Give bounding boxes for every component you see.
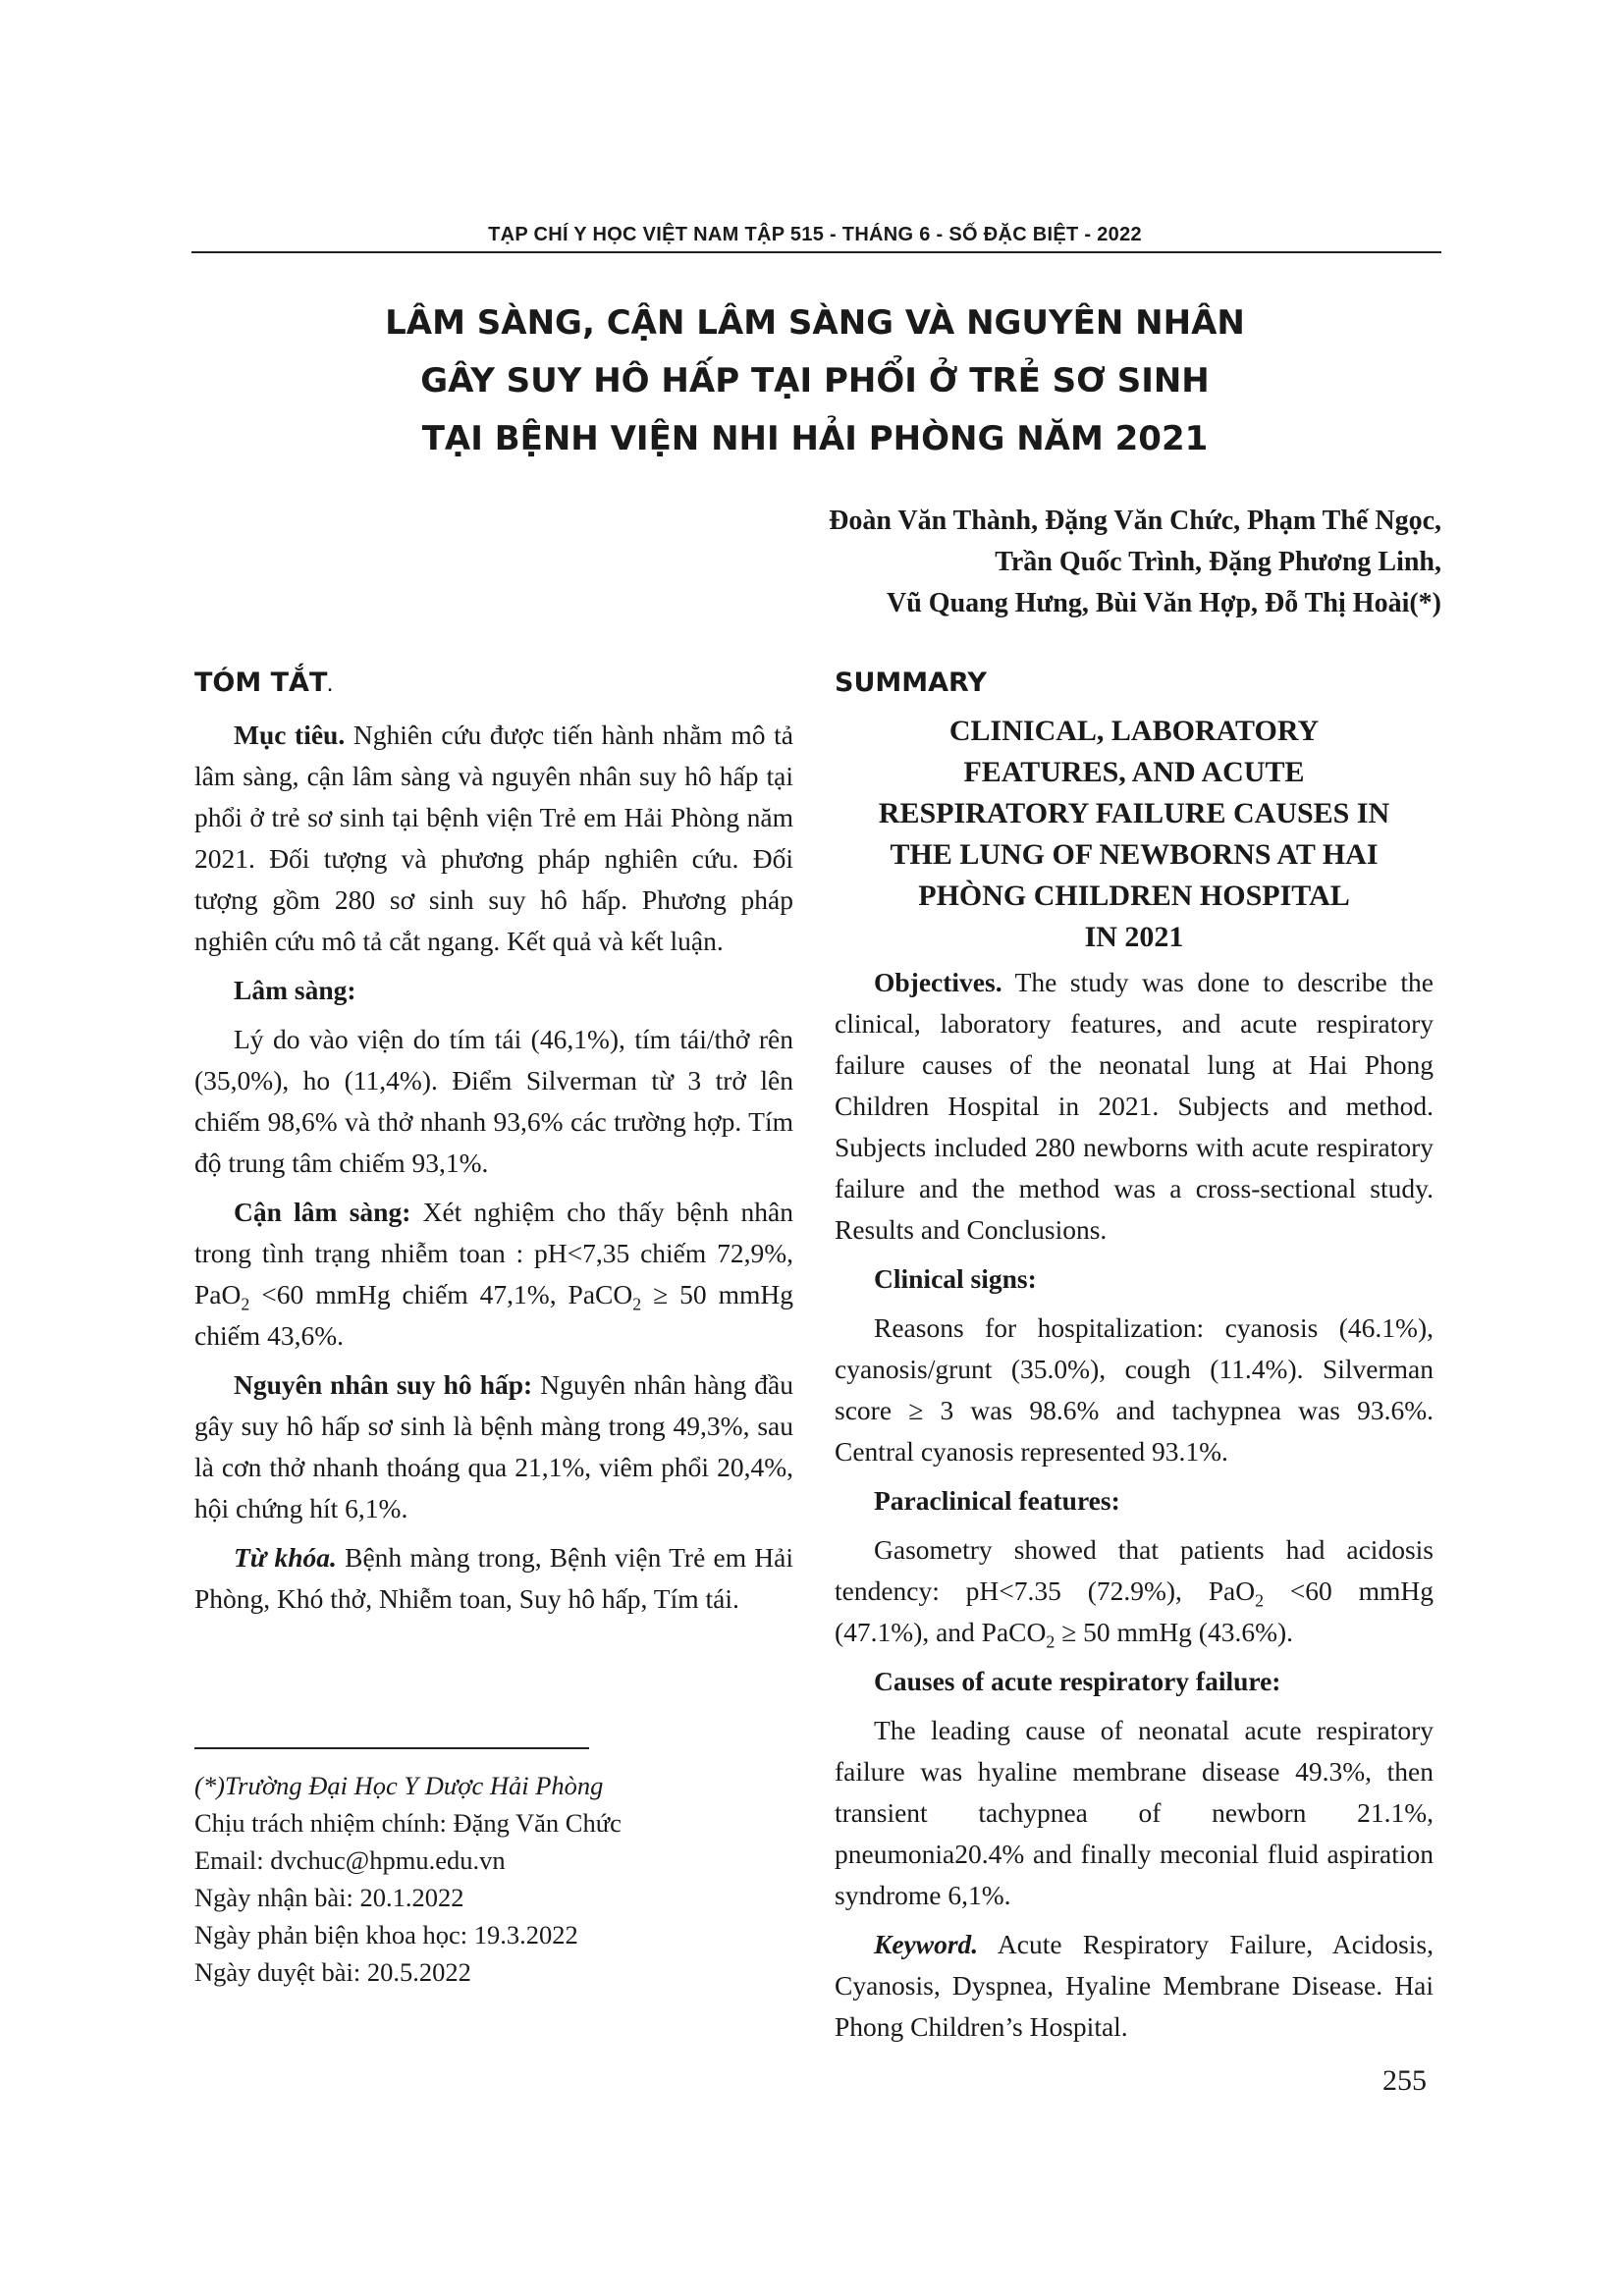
responsible-author: Chịu trách nhiệm chính: Đặng Văn Chức: [194, 1808, 622, 1838]
title-line: TẠI BỆNH VIỆN NHI HẢI PHÒNG NĂM 2021: [421, 419, 1209, 458]
review-date: Ngày phản biện khoa học: 19.3.2022: [194, 1920, 578, 1949]
vietnamese-abstract: [194, 667, 793, 1628]
keyword-text: Bệnh màng trong, Bệnh viện Trẻ em Hải Phòng, Khó thở, Nhiễm toan, Suy hô hấp, Tím tái.: [194, 1542, 793, 1614]
page-number: 255: [1382, 2064, 1427, 2097]
clinical-signs-paragraph: Reasons for hospitalization: cyanosis (46.1%), cyanosis/grunt (35.0%), cough (11.4%). Silverman score ≥ 3 was 98.6% and tachypnea was 93.6%. Central cyanosis represented 93.1%.: [835, 1312, 1434, 1467]
paraclinical-features-a: Gasometry showed that patients had acidosis tendency: pH<7.35 (72.9%), PaO: [835, 1534, 1434, 1606]
cause-paragraph: [194, 1364, 793, 1529]
causes-paragraph: The leading cause of neonatal acute respiratory failure was hyaline membrane disease 49.3%, then transient tachypnea of newborn 21.1%, pneumonia20.4% and finally meconial fluid aspiration syndrome 6,1%.: [835, 1715, 1434, 1910]
paraclinical-features-b: <60 mmHg (47.1%), and PaCO: [835, 1575, 1434, 1647]
journal-header: TẠP CHÍ Y HỌC VIỆT NAM TẬP 515 - THÁNG 6 - SỐ ĐẶC BIỆT - 2022: [488, 224, 1142, 245]
english-keyword-text: Acute Respiratory Failure, Acidosis, Cyanosis, Dyspnea, Hyaline Membrane Disease. Hai Phong Children’s Hospital.: [835, 1929, 1434, 2042]
english-title-line: THE LUNG OF NEWBORNS AT HAI: [890, 838, 1379, 871]
author-list: [558, 501, 1441, 624]
english-title-line: IN 2021: [1084, 921, 1184, 953]
abstract-heading: [194, 667, 793, 703]
article-title: [295, 294, 1335, 468]
keyword-label: Từ khóa.: [234, 1542, 337, 1573]
objective-paragraph: [194, 715, 793, 962]
abstract-heading-dot: .: [327, 679, 333, 695]
objective-text: Nghiên cứu được tiến hành nhằm mô tả lâm sàng, cận lâm sàng và nguyên nhân suy hô hấp tại phổi ở trẻ sơ sinh tại bệnh viện Trẻ em Hải Phòng năm 2021. Đối tượng và phương pháp nghiên cứu. Đối tượng gồm 280 sơ sinh suy hô hấp. Phương pháp nghiên cứu mô tả cắt ngang. Kết quả và kết luận.: [194, 720, 793, 956]
english-keyword-label: Keyword.: [874, 1929, 979, 1959]
header-rule: [191, 251, 1441, 253]
subscript: 2: [241, 1294, 250, 1314]
english-summary: [835, 667, 1434, 2056]
subscript: 2: [1255, 1590, 1265, 1611]
author-line: Đoàn Văn Thành, Đặng Văn Chức, Phạm Thế Ngọc,: [829, 506, 1441, 536]
author-line: Trần Quốc Trình, Đặng Phương Linh,: [995, 547, 1441, 577]
paraclinical-features-paragraph: [835, 1529, 1434, 1653]
subscript: 2: [1046, 1631, 1056, 1652]
english-title-line: FEATURES, AND ACUTE: [963, 756, 1305, 788]
title-line: LÂM SÀNG, CẬN LÂM SÀNG VÀ NGUYÊN NHÂN: [385, 303, 1245, 343]
english-title: [835, 711, 1434, 958]
paraclinical-paragraph: [194, 1192, 793, 1357]
abstract-heading-text: TÓM TẮT: [194, 667, 328, 698]
objectives-label: Objectives.: [874, 967, 1002, 997]
english-title-line: CLINICAL, LABORATORY: [948, 715, 1320, 747]
paraclinical-heading: Paraclinical features:: [874, 1485, 1120, 1516]
english-title-line: RESPIRATORY FAILURE CAUSES IN: [878, 797, 1390, 829]
footnote: [194, 1767, 803, 1991]
accepted-date: Ngày duyệt bài: 20.5.2022: [194, 1957, 471, 1987]
author-line: Vũ Quang Hưng, Bùi Văn Hợp, Đỗ Thị Hoài(*): [887, 588, 1441, 618]
causes-heading: Causes of acute respiratory failure:: [874, 1666, 1281, 1696]
clinical-heading: Lâm sàng:: [234, 975, 356, 1005]
keyword-paragraph: [194, 1537, 793, 1620]
objective-label: Mục tiêu.: [234, 720, 346, 750]
footnote-rule: [194, 1747, 589, 1749]
subscript: 2: [632, 1294, 642, 1314]
paraclinical-text-c: ≥ 50 mmHg chiếm 43,6%.: [194, 1279, 794, 1351]
title-line: GÂY SUY HÔ HẤP TẠI PHỔI Ở TRẺ SƠ SINH: [420, 361, 1210, 400]
objectives-paragraph: [835, 962, 1434, 1251]
clinical-signs-heading: Clinical signs:: [874, 1263, 1037, 1294]
english-keyword-paragraph: [835, 1924, 1434, 2048]
paraclinical-text-a: Xét nghiệm cho thấy bệnh nhân trong tình trạng nhiễm toan : pH<7,35 chiếm 72,9%, PaO: [194, 1197, 794, 1309]
email: Email: dvchuc@hpmu.edu.vn: [194, 1845, 506, 1875]
summary-heading: SUMMARY: [835, 667, 987, 698]
received-date: Ngày nhận bài: 20.1.2022: [194, 1883, 464, 1912]
cause-label: Nguyên nhân suy hô hấp:: [234, 1369, 533, 1400]
objectives-text: The study was done to describe the clinical, laboratory features, and acute respiratory failure causes of the neonatal lung at Hai Phong Children Hospital in 2021. Subjects and method. Subjects included 280 newborns with acute respiratory failure and the method was a cross-sectional study. Results and Conclusions.: [835, 967, 1434, 1245]
affiliation: (*)Trường Đại Học Y Dược Hải Phòng: [194, 1771, 604, 1800]
clinical-paragraph: Lý do vào viện do tím tái (46,1%), tím tái/thở rên (35,0%), ho (11,4%). Điểm Silverman từ 3 trở lên chiếm 98,6% và thở nhanh 93,6% các trường hợp. Tím độ trung tâm chiếm 93,1%.: [194, 1024, 793, 1178]
english-title-line: PHÒNG CHILDREN HOSPITAL: [918, 880, 1350, 912]
paraclinical-label: Cận lâm sàng:: [234, 1197, 411, 1227]
paraclinical-text-b: <60 mmHg chiếm 47,1%, PaCO: [249, 1279, 633, 1309]
cause-text: Nguyên nhân hàng đầu gây suy hô hấp sơ sinh là bệnh màng trong 49,3%, sau là cơn thở nhanh thoáng qua 21,1%, viêm phổi 20,4%, hội chứng hít 6,1%.: [194, 1369, 794, 1523]
paraclinical-features-c: ≥ 50 mmHg (43.6%).: [1055, 1617, 1294, 1647]
